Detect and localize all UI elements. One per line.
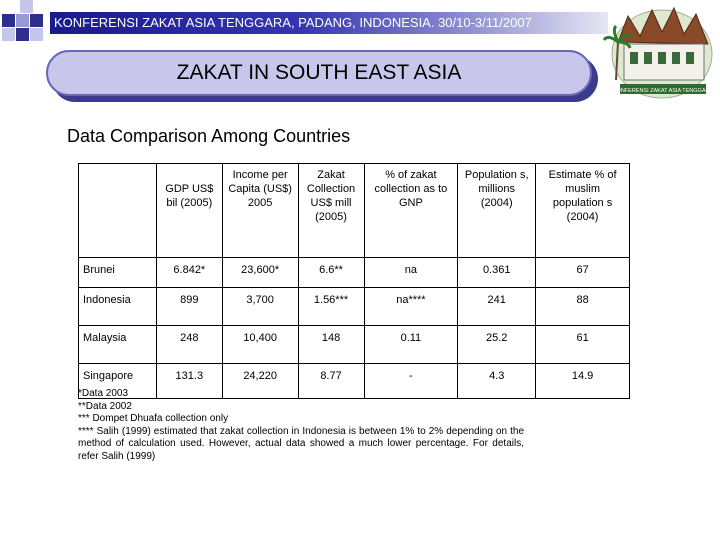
header-muslim: Estimate % of muslim population s (2004)	[536, 164, 630, 258]
cell-country: Indonesia	[79, 288, 157, 326]
conference-banner-text: KONFERENSI ZAKAT ASIA TENGGARA, PADANG, INDONESIA. 30/10-3/11/2007	[54, 15, 532, 30]
cell-muslim: 67	[536, 258, 630, 288]
decorative-squares	[2, 0, 46, 46]
cell-gdp: 6.842*	[156, 258, 222, 288]
square-light	[2, 28, 15, 41]
header-gdp: GDP US$ bil (2005)	[156, 164, 222, 258]
cell-income: 3,700	[222, 288, 298, 326]
square-dark	[2, 14, 15, 27]
cell-country: Brunei	[79, 258, 157, 288]
header-income: Income per Capita (US$) 2005	[222, 164, 298, 258]
cell-zakat: 8.77	[298, 364, 364, 399]
cell-zakat: 148	[298, 326, 364, 364]
cell-gdp: 248	[156, 326, 222, 364]
footnotes	[78, 388, 524, 463]
page-title: ZAKAT IN SOUTH EAST ASIA	[176, 61, 462, 84]
cell-population: 4.3	[458, 364, 536, 399]
conference-logo	[600, 2, 718, 102]
section-subtitle: Data Comparison Among Countries	[67, 126, 351, 146]
footnote: **** Salih (1999) estimated that zakat collection in Indonesia is between 1% to 2% depending on the method of calculation used. However, actual data showed a much lower percentage. For details, refer Salih (1999)	[78, 425, 524, 462]
header-country	[79, 164, 157, 258]
header-population: Population s, millions (2004)	[458, 164, 536, 258]
cell-pct-gnp: na	[364, 258, 458, 288]
cell-gdp: 899	[156, 288, 222, 326]
cell-pct-gnp: na****	[364, 288, 458, 326]
header-zakat: Zakat Collection US$ mill (2005)	[298, 164, 364, 258]
footnote: **Data 2002	[78, 400, 132, 412]
conference-banner	[50, 12, 608, 34]
cell-population: 0.361	[458, 258, 536, 288]
cell-zakat: 6.6**	[298, 258, 364, 288]
square-dark	[30, 14, 43, 27]
table-header-row	[79, 164, 630, 258]
square-light	[20, 0, 33, 13]
cell-gdp: 131.3	[156, 364, 222, 399]
cell-income: 23,600*	[222, 258, 298, 288]
comparison-table	[78, 163, 630, 399]
cell-income: 24,220	[222, 364, 298, 399]
cell-pct-gnp: 0.11	[364, 326, 458, 364]
square-medium	[16, 14, 29, 27]
footnote: *** Dompet Dhuafa collection only	[78, 413, 229, 424]
cell-population: 241	[458, 288, 536, 326]
table-row	[79, 288, 630, 326]
table-row	[79, 258, 630, 288]
cell-zakat: 1.56***	[298, 288, 364, 326]
header-pct-gnp: % of zakat collection as to GNP	[364, 164, 458, 258]
cell-pct-gnp: -	[364, 364, 458, 399]
logo-caption: KONFERENSI ZAKAT ASIA TENGGARA	[612, 88, 714, 94]
cell-income: 10,400	[222, 326, 298, 364]
cell-muslim: 14.9	[536, 364, 630, 399]
cell-country: Singapore	[79, 364, 157, 399]
square-light	[30, 28, 43, 41]
cell-population: 25.2	[458, 326, 536, 364]
footnote: *Data 2003	[78, 388, 129, 399]
title-pill	[46, 50, 592, 96]
cell-country: Malaysia	[79, 326, 157, 364]
cell-muslim: 61	[536, 326, 630, 364]
table-row	[79, 326, 630, 364]
square-dark	[16, 28, 29, 41]
cell-muslim: 88	[536, 288, 630, 326]
